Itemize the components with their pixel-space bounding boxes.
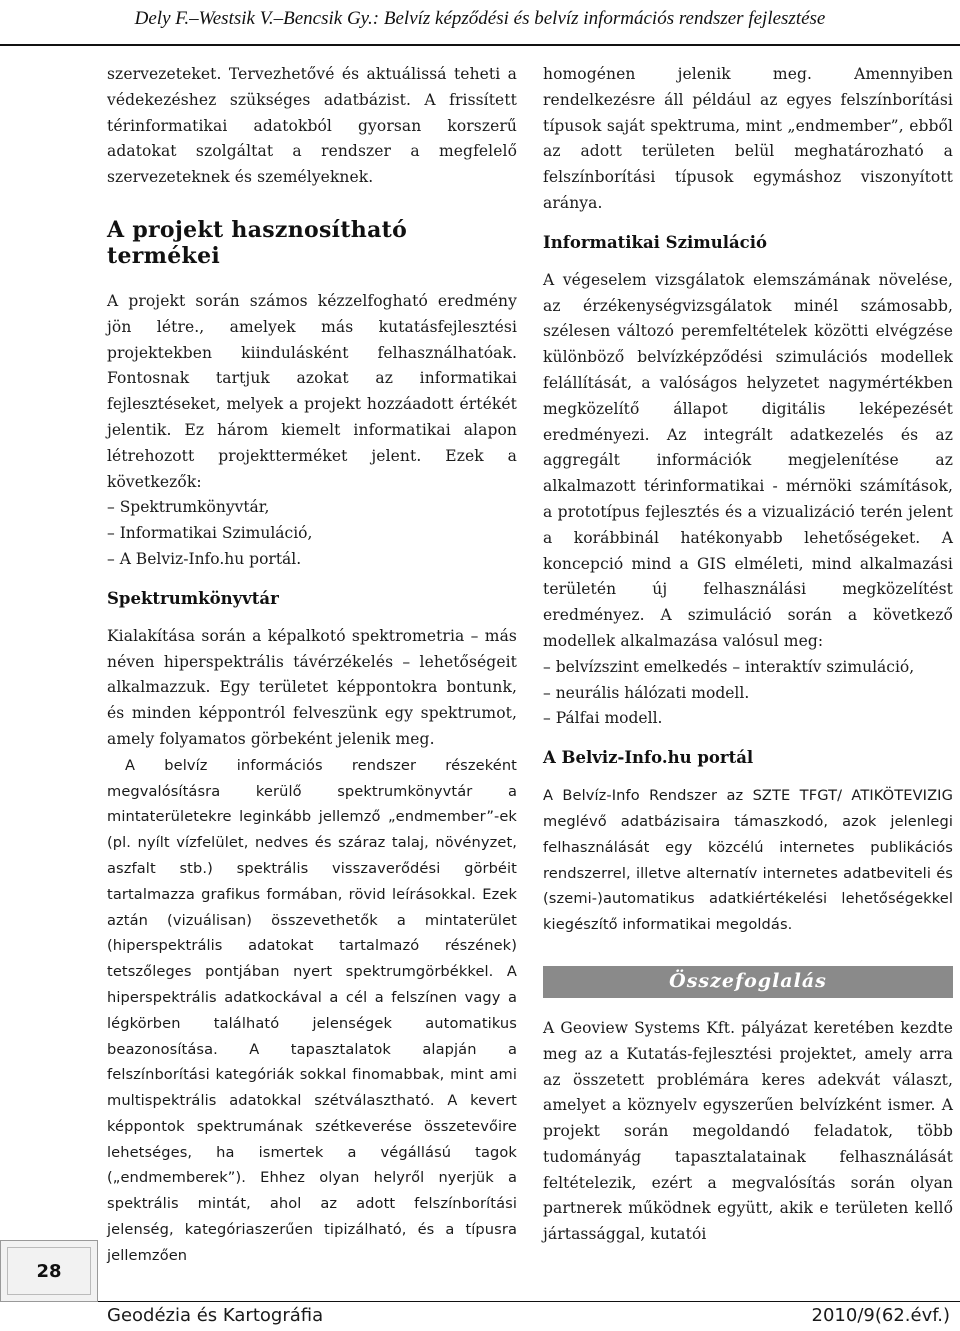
list-item: – neurális hálózati modell. [543, 681, 953, 707]
running-header: Dely F.–Westsik V.–Bencsik Gy.: Belvíz képződési és belvíz információs rendszer fejlesztése [134, 8, 826, 29]
list-item: – A Belviz-Info.hu portál. [107, 547, 517, 573]
subheading-simulation: Informatikai Szimuláció [543, 232, 767, 252]
right-column [543, 62, 953, 1248]
simulation-paragraph: A végeselem vizsgálatok elemszámának növelése, az érzékenységvizsgálatok minél számosabb, szélesen változó peremfeltételek közötti elvégzése különböző belvízképződési szimulációs modellek felállítását, a valóságos helyzetet nagymértékben megközelítő állapot digitális leképezését eredményezi. Az integrált adatkezelés és az aggregált információk megjelenítése az alkalmazott térinformatikai - mérnöki számítások, a prototípus fejlesztés és a vizualizáció terén jelent a korábbinál hatékonyabb lehetőségeket. A koncepció mind a GIS elméleti, mind alkalmazási területén új felhasználási megközelítést eredményez. A szimuláció során a következő modellek alkalmazása valósul meg: [543, 270, 953, 650]
page-number [0, 1240, 98, 1302]
spectrum-paragraph-2: A belvíz információs rendszer részeként megvalósításra kerülő spektrumkönyvtár a mintaterületekre leginkább jellemző „endmember”-ek (pl. nyílt vízfelület, nedves és száraz talaj, növényzet, aszfalt stb.) spektrális visszaverődési görbéit tartalmazza grafikus formában, rövid leírásokkal. Ezek aztán (vizuálisan) összevethetők a mintaterület (hiperspektrális adatokat tartalmazó részének) tetszőleges pontjában nyert spektrumgörbékkel. A hiperspektrális adatkockával a cél a felszínen vagy a légkörben található jelenségek automatikus beazonosítása. A tapasztalatok alapján a felszínborítási kategóriák sokkal finomabbak, mint ami multispektrális adatokkal szétválasztható. A kevert képpontok spektrumának szétkeverése összetevőire lehetséges, ha ismertek a végállású tagok („endmemberek”). Ehhez olyan helyről nyerjük a spektrális mintát, ahol az adott felszínborítási jelenség, kategóriaszerűen tipizálható, és a típusra jellemzően [107, 756, 517, 1264]
summary-heading-banner: Összefoglalás [543, 966, 953, 998]
simulation-models-list [543, 655, 953, 732]
left-column [107, 62, 517, 1269]
header-rule [0, 44, 960, 46]
spectrum-paragraph-1: Kialakítása során a képalkotó spektrometria – más néven hiperspektrális távérzékelés – lehetőségeit alkalmazzuk. Egy területet képpontokra bontunk, és minden képpontról felveszünk egy spektrumot, amely folyamatos görbeként jelenik meg. [107, 626, 517, 748]
list-item: – belvízszint emelkedés – interaktív szimuláció, [543, 655, 953, 681]
subheading-portal: A Belviz-Info.hu portál [543, 748, 754, 768]
section-heading-products: A projekt hasznosítható termékei [107, 216, 408, 269]
journal-title: Geodézia és Kartográfia [107, 1305, 324, 1326]
products-list [107, 495, 517, 572]
page-number-text: 28 [36, 1260, 62, 1282]
products-paragraph: A projekt során számos kézzelfogható eredmény jön létre., amelyek más kutatásfejlesztési projektekben kiindulásként felhasználhatóak. Fontosnak tartjuk azokat az informatikai fejlesztéseket, melyek a projekt hozzáadott értékét jelentik. Ez három kiemelt informatikai alapon létrehozott projektterméket jelent. Ezek a következők: [107, 291, 517, 491]
footer-rule [98, 1301, 960, 1302]
list-item: – Informatikai Szimuláció, [107, 521, 517, 547]
subheading-spectrum-library: Spektrumkönyvtár [107, 588, 279, 608]
intro-paragraph: szervezeteket. Tervezhetővé és aktuálissá teheti a védekezéshez szükséges adatbázist. A frissített térinformatikai adatokból gyorsan korszerű adatokat szolgáltat a rendszer a megfelelő szervezeteknek és személyeknek. [107, 65, 517, 187]
issue-number: 2010/9(62.évf.) [811, 1305, 950, 1326]
list-item: – Spektrumkönyvtár, [107, 495, 517, 521]
spectrum-continuation: homogénen jelenik meg. Amennyiben rendelkezésre áll például az egyes felszínborítási típusok saját spektruma, mint „endmember”, ebből az adott területen belül meghatározható a felszínborítási típusok egymáshoz viszonyított aránya. [543, 65, 953, 212]
summary-paragraph: A Geoview Systems Kft. pályázat keretében kezdte meg az a Kutatás-fejlesztési projektet, amely arra az összetett problémára keres adekvát választ, amelyet a köznyelv egyszerűen belvízként ismer. A projekt során megoldandó feladatok, több tudományág tapasztalatainak felhasználását feltételezik, ezért a megvalósítás során olyan partnerek működnek együtt, akik e területen kellő jártassággal, kutatói [543, 1018, 953, 1244]
portal-paragraph: A Belvíz-Info Rendszer az SZTE TFGT/ ATIKÖTEVIZIG meglévő adatbázisaira támaszkodó, azok jelenlegi felhasználását egy közcélú internetes publikációs rendszerrel, illetve alternatív internetes adatbeviteli és (szemi-)automatikus adatkiértékelési lehetőségekkel kiegészítő informatikai megoldás. [543, 787, 953, 934]
list-item: – Pálfai modell. [543, 706, 953, 732]
